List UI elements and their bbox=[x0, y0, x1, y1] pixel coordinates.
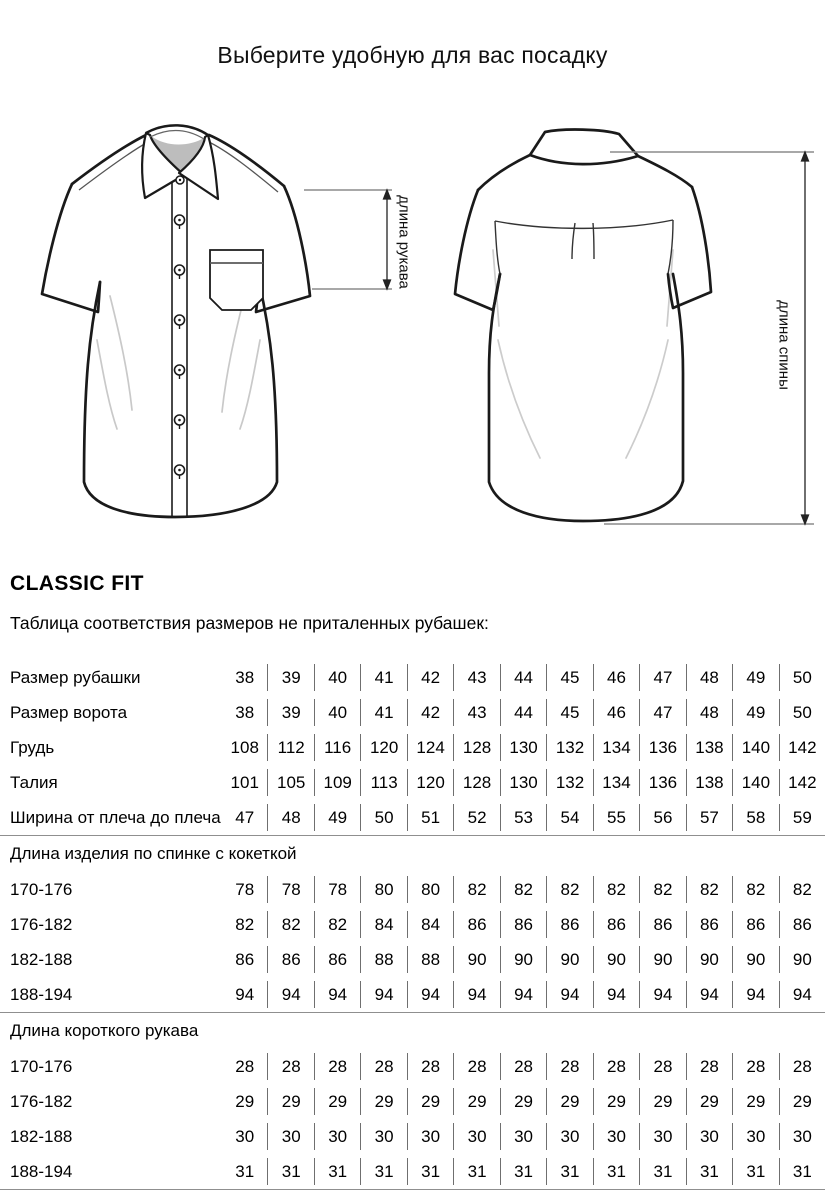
size-value-cell: 28 bbox=[267, 1053, 313, 1080]
size-value-cell: 44 bbox=[500, 699, 546, 726]
size-value-cell: 31 bbox=[267, 1158, 313, 1185]
size-value-cell: 47 bbox=[639, 664, 685, 691]
size-value-cell: 101 bbox=[230, 772, 259, 792]
size-value-cell: 78 bbox=[267, 876, 313, 903]
size-value-cell: 84 bbox=[360, 911, 406, 938]
row-label: Размер рубашки bbox=[10, 667, 141, 687]
row-label: 182-188 bbox=[10, 949, 73, 969]
size-value-cell: 90 bbox=[500, 946, 546, 973]
size-value-cell: 39 bbox=[267, 699, 313, 726]
size-value-cell: 82 bbox=[235, 914, 255, 934]
size-value-cell: 105 bbox=[267, 769, 313, 796]
size-table bbox=[0, 660, 825, 1190]
size-value-cell: 50 bbox=[779, 664, 825, 691]
size-value-cell: 86 bbox=[267, 946, 313, 973]
size-value-cell: 94 bbox=[453, 981, 499, 1008]
size-value-cell: 86 bbox=[686, 911, 732, 938]
size-value-cell: 116 bbox=[314, 734, 360, 761]
size-value-cell: 49 bbox=[732, 664, 778, 691]
size-value-cell: 50 bbox=[779, 699, 825, 726]
size-value-cell: 82 bbox=[732, 876, 778, 903]
size-value-cell: 94 bbox=[732, 981, 778, 1008]
size-value-cell: 86 bbox=[639, 911, 685, 938]
size-value-cell: 31 bbox=[593, 1158, 639, 1185]
size-value-cell: 52 bbox=[453, 804, 499, 831]
table-row bbox=[0, 1049, 825, 1084]
row-label: Талия bbox=[10, 772, 58, 792]
size-value-cell: 82 bbox=[639, 876, 685, 903]
size-value-cell: 57 bbox=[686, 804, 732, 831]
page-title: Выберите удобную для вас посадку bbox=[217, 42, 608, 68]
size-value-cell: 42 bbox=[407, 699, 453, 726]
size-value-cell: 82 bbox=[779, 876, 825, 903]
table-subtitle: Таблица соответствия размеров не приталенных рубашек: bbox=[10, 613, 489, 633]
size-value-cell: 29 bbox=[235, 1091, 255, 1111]
size-value-cell: 30 bbox=[686, 1123, 732, 1150]
size-value-cell: 138 bbox=[686, 734, 732, 761]
size-value-cell: 128 bbox=[453, 734, 499, 761]
size-value-cell: 90 bbox=[546, 946, 592, 973]
size-value-cell: 29 bbox=[546, 1088, 592, 1115]
size-value-cell: 58 bbox=[732, 804, 778, 831]
back-length-label: длина спины bbox=[775, 300, 793, 390]
size-value-cell: 120 bbox=[360, 734, 406, 761]
table-row bbox=[0, 907, 825, 942]
size-value-cell: 38 bbox=[235, 667, 255, 687]
size-value-cell: 82 bbox=[686, 876, 732, 903]
size-value-cell: 28 bbox=[453, 1053, 499, 1080]
size-value-cell: 54 bbox=[546, 804, 592, 831]
size-value-cell: 29 bbox=[314, 1088, 360, 1115]
size-value-cell: 78 bbox=[235, 879, 255, 899]
size-value-cell: 31 bbox=[453, 1158, 499, 1185]
size-value-cell: 28 bbox=[686, 1053, 732, 1080]
size-value-cell: 28 bbox=[639, 1053, 685, 1080]
size-value-cell: 82 bbox=[593, 876, 639, 903]
size-value-cell: 94 bbox=[407, 981, 453, 1008]
size-value-cell: 78 bbox=[314, 876, 360, 903]
row-label: 182-188 bbox=[10, 1126, 73, 1146]
size-value-cell: 112 bbox=[267, 734, 313, 761]
size-value-cell: 45 bbox=[546, 664, 592, 691]
size-value-cell: 28 bbox=[407, 1053, 453, 1080]
size-value-cell: 109 bbox=[314, 769, 360, 796]
size-value-cell: 86 bbox=[235, 949, 255, 969]
row-label: Грудь bbox=[10, 737, 55, 757]
dimension-lines bbox=[0, 96, 825, 561]
size-value-cell: 132 bbox=[546, 769, 592, 796]
size-value-cell: 86 bbox=[453, 911, 499, 938]
size-value-cell: 29 bbox=[360, 1088, 406, 1115]
table-row bbox=[0, 800, 825, 835]
size-value-cell: 48 bbox=[686, 664, 732, 691]
size-value-cell: 28 bbox=[732, 1053, 778, 1080]
size-value-cell: 39 bbox=[267, 664, 313, 691]
size-value-cell: 94 bbox=[593, 981, 639, 1008]
size-value-cell: 46 bbox=[593, 664, 639, 691]
size-value-cell: 31 bbox=[314, 1158, 360, 1185]
size-value-cell: 88 bbox=[407, 946, 453, 973]
size-value-cell: 41 bbox=[360, 699, 406, 726]
size-value-cell: 94 bbox=[235, 984, 255, 1004]
size-value-cell: 28 bbox=[779, 1053, 825, 1080]
size-value-cell: 86 bbox=[314, 946, 360, 973]
size-value-cell: 41 bbox=[360, 664, 406, 691]
size-value-cell: 51 bbox=[407, 804, 453, 831]
size-value-cell: 94 bbox=[546, 981, 592, 1008]
row-label: 176-182 bbox=[10, 914, 73, 934]
size-value-cell: 130 bbox=[500, 769, 546, 796]
size-value-cell: 108 bbox=[230, 737, 259, 757]
size-value-cell: 30 bbox=[360, 1123, 406, 1150]
size-value-cell: 47 bbox=[235, 807, 255, 827]
size-value-cell: 82 bbox=[314, 911, 360, 938]
row-label: 170-176 bbox=[10, 879, 73, 899]
size-value-cell: 28 bbox=[546, 1053, 592, 1080]
size-value-cell: 140 bbox=[732, 769, 778, 796]
size-value-cell: 30 bbox=[453, 1123, 499, 1150]
size-value-cell: 46 bbox=[593, 699, 639, 726]
size-value-cell: 134 bbox=[593, 769, 639, 796]
size-value-cell: 30 bbox=[732, 1123, 778, 1150]
size-value-cell: 40 bbox=[314, 664, 360, 691]
size-value-cell: 134 bbox=[593, 734, 639, 761]
size-value-cell: 47 bbox=[639, 699, 685, 726]
size-value-cell: 113 bbox=[360, 769, 406, 796]
size-value-cell: 29 bbox=[453, 1088, 499, 1115]
size-value-cell: 50 bbox=[360, 804, 406, 831]
size-value-cell: 84 bbox=[407, 911, 453, 938]
size-value-cell: 82 bbox=[267, 911, 313, 938]
row-label: 170-176 bbox=[10, 1056, 73, 1076]
size-value-cell: 28 bbox=[360, 1053, 406, 1080]
size-value-cell: 49 bbox=[314, 804, 360, 831]
size-value-cell: 31 bbox=[732, 1158, 778, 1185]
table-row bbox=[0, 695, 825, 730]
size-value-cell: 124 bbox=[407, 734, 453, 761]
size-value-cell: 90 bbox=[593, 946, 639, 973]
size-value-cell: 94 bbox=[500, 981, 546, 1008]
size-value-cell: 94 bbox=[314, 981, 360, 1008]
size-value-cell: 86 bbox=[779, 911, 825, 938]
size-value-cell: 142 bbox=[779, 734, 825, 761]
size-value-cell: 120 bbox=[407, 769, 453, 796]
size-value-cell: 30 bbox=[235, 1126, 255, 1146]
fit-heading: CLASSIC FIT bbox=[10, 572, 144, 595]
size-value-cell: 30 bbox=[407, 1123, 453, 1150]
table-row bbox=[0, 730, 825, 765]
size-value-cell: 45 bbox=[546, 699, 592, 726]
size-value-cell: 90 bbox=[453, 946, 499, 973]
size-value-cell: 42 bbox=[407, 664, 453, 691]
size-value-cell: 82 bbox=[453, 876, 499, 903]
table-section-header: Длина изделия по спинке с кокеткой bbox=[10, 844, 297, 863]
size-value-cell: 53 bbox=[500, 804, 546, 831]
size-value-cell: 43 bbox=[453, 664, 499, 691]
size-value-cell: 30 bbox=[593, 1123, 639, 1150]
size-value-cell: 88 bbox=[360, 946, 406, 973]
size-value-cell: 138 bbox=[686, 769, 732, 796]
size-value-cell: 136 bbox=[639, 769, 685, 796]
size-value-cell: 140 bbox=[732, 734, 778, 761]
size-value-cell: 86 bbox=[593, 911, 639, 938]
row-label: 176-182 bbox=[10, 1091, 73, 1111]
row-label: 188-194 bbox=[10, 984, 73, 1004]
size-value-cell: 28 bbox=[593, 1053, 639, 1080]
size-value-cell: 59 bbox=[779, 804, 825, 831]
size-value-cell: 38 bbox=[235, 702, 255, 722]
size-value-cell: 29 bbox=[639, 1088, 685, 1115]
size-value-cell: 31 bbox=[500, 1158, 546, 1185]
size-value-cell: 94 bbox=[267, 981, 313, 1008]
table-row bbox=[0, 765, 825, 800]
sleeve-length-label: длина рукава bbox=[395, 195, 413, 289]
size-value-cell: 30 bbox=[546, 1123, 592, 1150]
shirt-figures bbox=[0, 96, 825, 561]
size-value-cell: 80 bbox=[360, 876, 406, 903]
row-label: Ширина от плеча до плеча bbox=[10, 807, 221, 827]
size-value-cell: 82 bbox=[500, 876, 546, 903]
size-value-cell: 30 bbox=[639, 1123, 685, 1150]
table-row bbox=[0, 1154, 825, 1189]
size-value-cell: 31 bbox=[407, 1158, 453, 1185]
size-value-cell: 132 bbox=[546, 734, 592, 761]
size-value-cell: 86 bbox=[546, 911, 592, 938]
size-value-cell: 30 bbox=[267, 1123, 313, 1150]
size-value-cell: 94 bbox=[639, 981, 685, 1008]
size-value-cell: 31 bbox=[360, 1158, 406, 1185]
size-value-cell: 90 bbox=[732, 946, 778, 973]
size-value-cell: 29 bbox=[500, 1088, 546, 1115]
table-section-header: Длина короткого рукава bbox=[10, 1021, 199, 1040]
size-value-cell: 29 bbox=[407, 1088, 453, 1115]
size-value-cell: 86 bbox=[732, 911, 778, 938]
size-value-cell: 31 bbox=[779, 1158, 825, 1185]
size-value-cell: 31 bbox=[686, 1158, 732, 1185]
table-row bbox=[0, 942, 825, 977]
section-divider bbox=[0, 1189, 825, 1190]
size-value-cell: 56 bbox=[639, 804, 685, 831]
size-value-cell: 90 bbox=[686, 946, 732, 973]
size-value-cell: 28 bbox=[500, 1053, 546, 1080]
size-value-cell: 28 bbox=[314, 1053, 360, 1080]
table-row bbox=[0, 977, 825, 1012]
table-row bbox=[0, 1119, 825, 1154]
size-value-cell: 94 bbox=[686, 981, 732, 1008]
size-value-cell: 94 bbox=[779, 981, 825, 1008]
size-value-cell: 90 bbox=[779, 946, 825, 973]
size-value-cell: 30 bbox=[779, 1123, 825, 1150]
size-value-cell: 130 bbox=[500, 734, 546, 761]
size-value-cell: 29 bbox=[686, 1088, 732, 1115]
table-row bbox=[0, 660, 825, 695]
size-value-cell: 31 bbox=[639, 1158, 685, 1185]
size-value-cell: 48 bbox=[267, 804, 313, 831]
size-value-cell: 28 bbox=[235, 1056, 255, 1076]
size-value-cell: 30 bbox=[314, 1123, 360, 1150]
row-label: Размер ворота bbox=[10, 702, 128, 722]
size-value-cell: 136 bbox=[639, 734, 685, 761]
size-value-cell: 31 bbox=[546, 1158, 592, 1185]
size-value-cell: 86 bbox=[500, 911, 546, 938]
table-row bbox=[0, 1084, 825, 1119]
size-value-cell: 40 bbox=[314, 699, 360, 726]
table-row bbox=[0, 872, 825, 907]
size-value-cell: 30 bbox=[500, 1123, 546, 1150]
size-value-cell: 48 bbox=[686, 699, 732, 726]
size-value-cell: 29 bbox=[267, 1088, 313, 1115]
size-value-cell: 94 bbox=[360, 981, 406, 1008]
size-value-cell: 29 bbox=[593, 1088, 639, 1115]
size-value-cell: 44 bbox=[500, 664, 546, 691]
size-value-cell: 49 bbox=[732, 699, 778, 726]
size-value-cell: 82 bbox=[546, 876, 592, 903]
size-value-cell: 128 bbox=[453, 769, 499, 796]
size-value-cell: 43 bbox=[453, 699, 499, 726]
size-value-cell: 29 bbox=[779, 1088, 825, 1115]
size-value-cell: 80 bbox=[407, 876, 453, 903]
size-value-cell: 55 bbox=[593, 804, 639, 831]
size-value-cell: 31 bbox=[235, 1161, 255, 1181]
row-label: 188-194 bbox=[10, 1161, 73, 1181]
size-value-cell: 29 bbox=[732, 1088, 778, 1115]
size-value-cell: 90 bbox=[639, 946, 685, 973]
size-value-cell: 142 bbox=[779, 769, 825, 796]
